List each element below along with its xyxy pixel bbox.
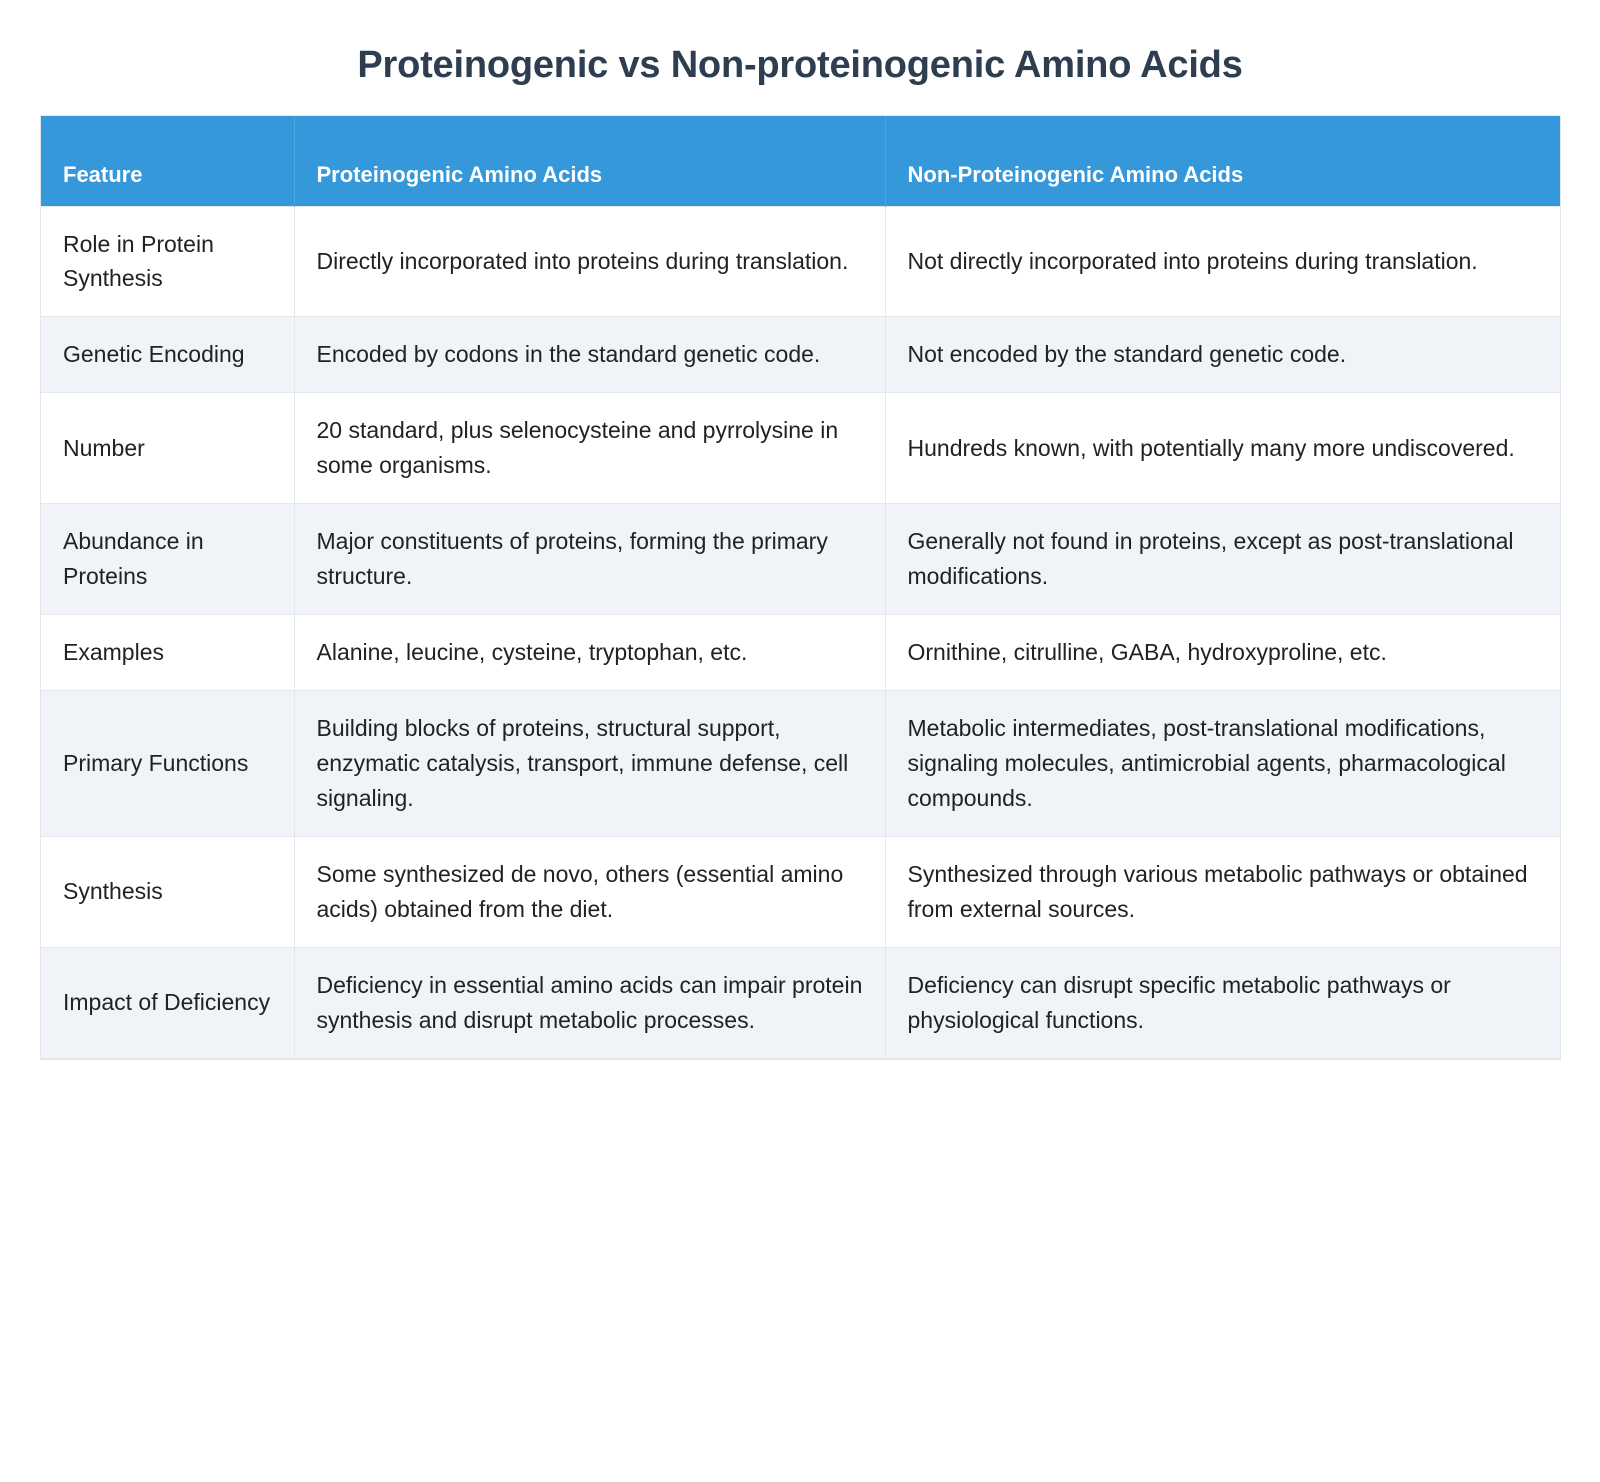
table-row: [41, 393, 1560, 504]
cell-proteinogenic: Building blocks of proteins, structural support, enzymatic catalysis, transport, immune defense, cell signaling.: [294, 691, 885, 837]
cell-non-proteinogenic: Synthesized through various metabolic pathways or obtained from external sources.: [885, 836, 1560, 947]
cell-feature: Number: [41, 393, 294, 504]
table-header: [41, 116, 1560, 206]
cell-non-proteinogenic: Metabolic intermediates, post-translational modifications, signaling molecules, antimicrobial agents, pharmacological compounds.: [885, 691, 1560, 837]
cell-proteinogenic: Some synthesized de novo, others (essential amino acids) obtained from the diet.: [294, 836, 885, 947]
cell-non-proteinogenic: Ornithine, citrulline, GABA, hydroxyproline, etc.: [885, 615, 1560, 691]
cell-proteinogenic: 20 standard, plus selenocysteine and pyrrolysine in some organisms.: [294, 393, 885, 504]
column-header-proteinogenic: Proteinogenic Amino Acids: [294, 116, 885, 206]
cell-proteinogenic: Encoded by codons in the standard genetic code.: [294, 317, 885, 393]
table-body: [41, 206, 1560, 1058]
cell-feature: Examples: [41, 615, 294, 691]
table-row: [41, 947, 1560, 1058]
comparison-table: [41, 116, 1560, 1059]
cell-non-proteinogenic: Not encoded by the standard genetic code.: [885, 317, 1560, 393]
table-row: [41, 206, 1560, 317]
table-row: [41, 836, 1560, 947]
column-header-non-proteinogenic: Non-Proteinogenic Amino Acids: [885, 116, 1560, 206]
table-row: [41, 317, 1560, 393]
cell-proteinogenic: Deficiency in essential amino acids can impair protein synthesis and disrupt metabolic processes.: [294, 947, 885, 1058]
cell-proteinogenic: Alanine, leucine, cysteine, tryptophan, etc.: [294, 615, 885, 691]
cell-non-proteinogenic: Hundreds known, with potentially many more undiscovered.: [885, 393, 1560, 504]
cell-feature: Synthesis: [41, 836, 294, 947]
cell-feature: Abundance in Proteins: [41, 504, 294, 615]
table-header-row: [41, 116, 1560, 206]
page-title: Proteinogenic vs Non-proteinogenic Amino Acids: [357, 44, 1243, 86]
table-row: [41, 691, 1560, 837]
table-row: [41, 615, 1560, 691]
cell-feature: Genetic Encoding: [41, 317, 294, 393]
column-header-feature: Feature: [41, 116, 294, 206]
cell-proteinogenic: Directly incorporated into proteins during translation.: [294, 206, 885, 317]
cell-non-proteinogenic: Deficiency can disrupt specific metabolic pathways or physiological functions.: [885, 947, 1560, 1058]
cell-non-proteinogenic: Generally not found in proteins, except as post-translational modifications.: [885, 504, 1560, 615]
comparison-table-container: [41, 116, 1560, 1059]
cell-feature: Primary Functions: [41, 691, 294, 837]
cell-proteinogenic: Major constituents of proteins, forming the primary structure.: [294, 504, 885, 615]
cell-feature: Role in Protein Synthesis: [41, 206, 294, 317]
table-row: [41, 504, 1560, 615]
cell-non-proteinogenic: Not directly incorporated into proteins during translation.: [885, 206, 1560, 317]
cell-feature: Impact of Deficiency: [41, 947, 294, 1058]
